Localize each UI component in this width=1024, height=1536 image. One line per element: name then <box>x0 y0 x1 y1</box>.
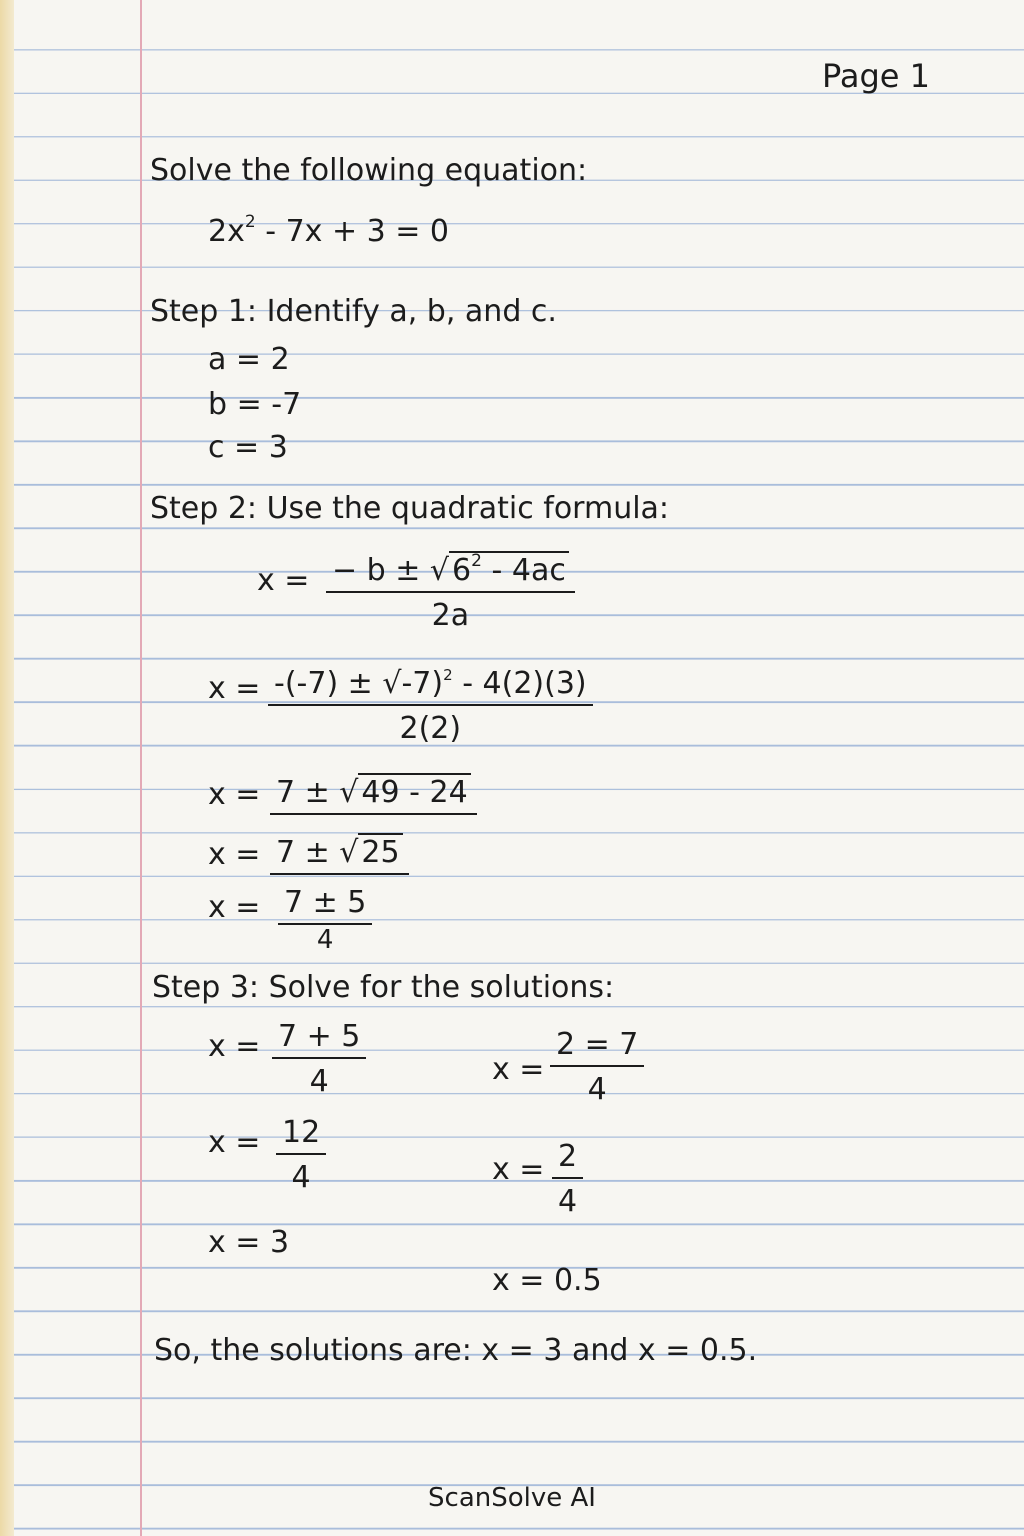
left2-lhs: x = <box>208 1125 261 1160</box>
radicand-b: 6 <box>452 553 472 588</box>
formula1-radicand <box>449 551 569 588</box>
formula3-radicand: 49 - 24 <box>358 773 470 810</box>
radicand-a: -7) <box>401 666 444 701</box>
radicand-exponent: 2 <box>471 551 482 571</box>
coef-b: b = -7 <box>208 387 302 422</box>
formula3-lhs: x = <box>208 777 261 812</box>
numerator-prefix: 7 ± <box>276 835 330 870</box>
formula5-denominator: 4 <box>316 925 334 955</box>
formula1-denominator: 2a <box>431 598 470 633</box>
formula1-numerator: − b ± √ $6^2 - 4ac$ <box>326 553 575 593</box>
formula3-numerator: 7 ± √ 49 - 24 <box>270 778 477 815</box>
right-result: x = 0.5 <box>492 1263 602 1298</box>
coef-c: c = 3 <box>208 430 288 465</box>
step1-heading: Step 1: Identify a, b, and c. <box>150 294 557 329</box>
numerator-prefix: − b ± <box>332 553 421 588</box>
paper-binding-edge <box>0 0 14 1536</box>
step3-heading: Step 3: Solve for the solutions: <box>152 970 615 1005</box>
radicand-exponent: 2 <box>443 666 453 684</box>
formula4-lhs: x = <box>208 837 261 872</box>
right2-numerator: 2 <box>552 1142 583 1179</box>
formula5-fraction <box>278 885 372 955</box>
coef-a: a = 2 <box>208 342 290 377</box>
formula3-fraction <box>270 775 477 815</box>
formula2-denominator: 2(2) <box>399 711 462 746</box>
numerator-prefix: -(-7) ± <box>274 666 373 701</box>
page-number: Page 1 <box>822 57 930 95</box>
radicand-rest: - 4ac <box>481 553 566 588</box>
right1-denominator: 4 <box>587 1072 607 1107</box>
left2-denominator: 4 <box>291 1160 311 1195</box>
formula5-lhs: x = <box>208 890 261 925</box>
left1-numerator: 7 + 5 <box>272 1022 366 1059</box>
right1-numerator: 2 = 7 <box>550 1030 644 1067</box>
radicand-rest: - 4(2)(3) <box>452 666 587 701</box>
formula2-fraction <box>268 668 593 744</box>
step2-heading: Step 2: Use the quadratic formula: <box>150 491 670 526</box>
left2-fraction <box>276 1115 326 1195</box>
problem-intro: Solve the following equation: <box>150 153 588 188</box>
right2-denominator: 4 <box>558 1184 578 1219</box>
equation-rest: - 7x + 3 = 0 <box>255 214 450 249</box>
right2-fraction <box>552 1139 583 1219</box>
left2-numerator: 12 <box>276 1118 326 1155</box>
problem-equation <box>208 214 449 247</box>
equation-exponent: 2 <box>244 212 256 232</box>
formula2-numerator: -(-7) ± √-7)$^2$ - 4(2)(3) <box>268 668 593 706</box>
conclusion: So, the solutions are: x = 3 and x = 0.5. <box>154 1333 758 1368</box>
equation-term: 2x <box>208 214 245 249</box>
formula1-lhs: x = <box>257 563 310 598</box>
formula4-fraction <box>270 835 409 875</box>
formula5-numerator: 7 ± 5 <box>278 888 372 925</box>
formula1-fraction <box>326 553 575 631</box>
right1-fraction <box>550 1027 644 1107</box>
left1-denominator: 4 <box>309 1064 329 1099</box>
formula4-numerator: 7 ± √ 25 <box>270 838 409 875</box>
right2-lhs: x = <box>492 1152 545 1187</box>
formula4-radicand: 25 <box>358 833 402 870</box>
numerator-prefix: 7 ± <box>276 775 330 810</box>
left-result: x = 3 <box>208 1225 290 1260</box>
left1-fraction <box>272 1019 366 1099</box>
left1-lhs: x = <box>208 1029 261 1064</box>
footer-brand: ScanSolve AI <box>428 1483 596 1513</box>
right1-lhs: x = <box>492 1052 545 1087</box>
margin-line <box>140 0 142 1536</box>
formula2-lhs: x = <box>208 671 261 706</box>
